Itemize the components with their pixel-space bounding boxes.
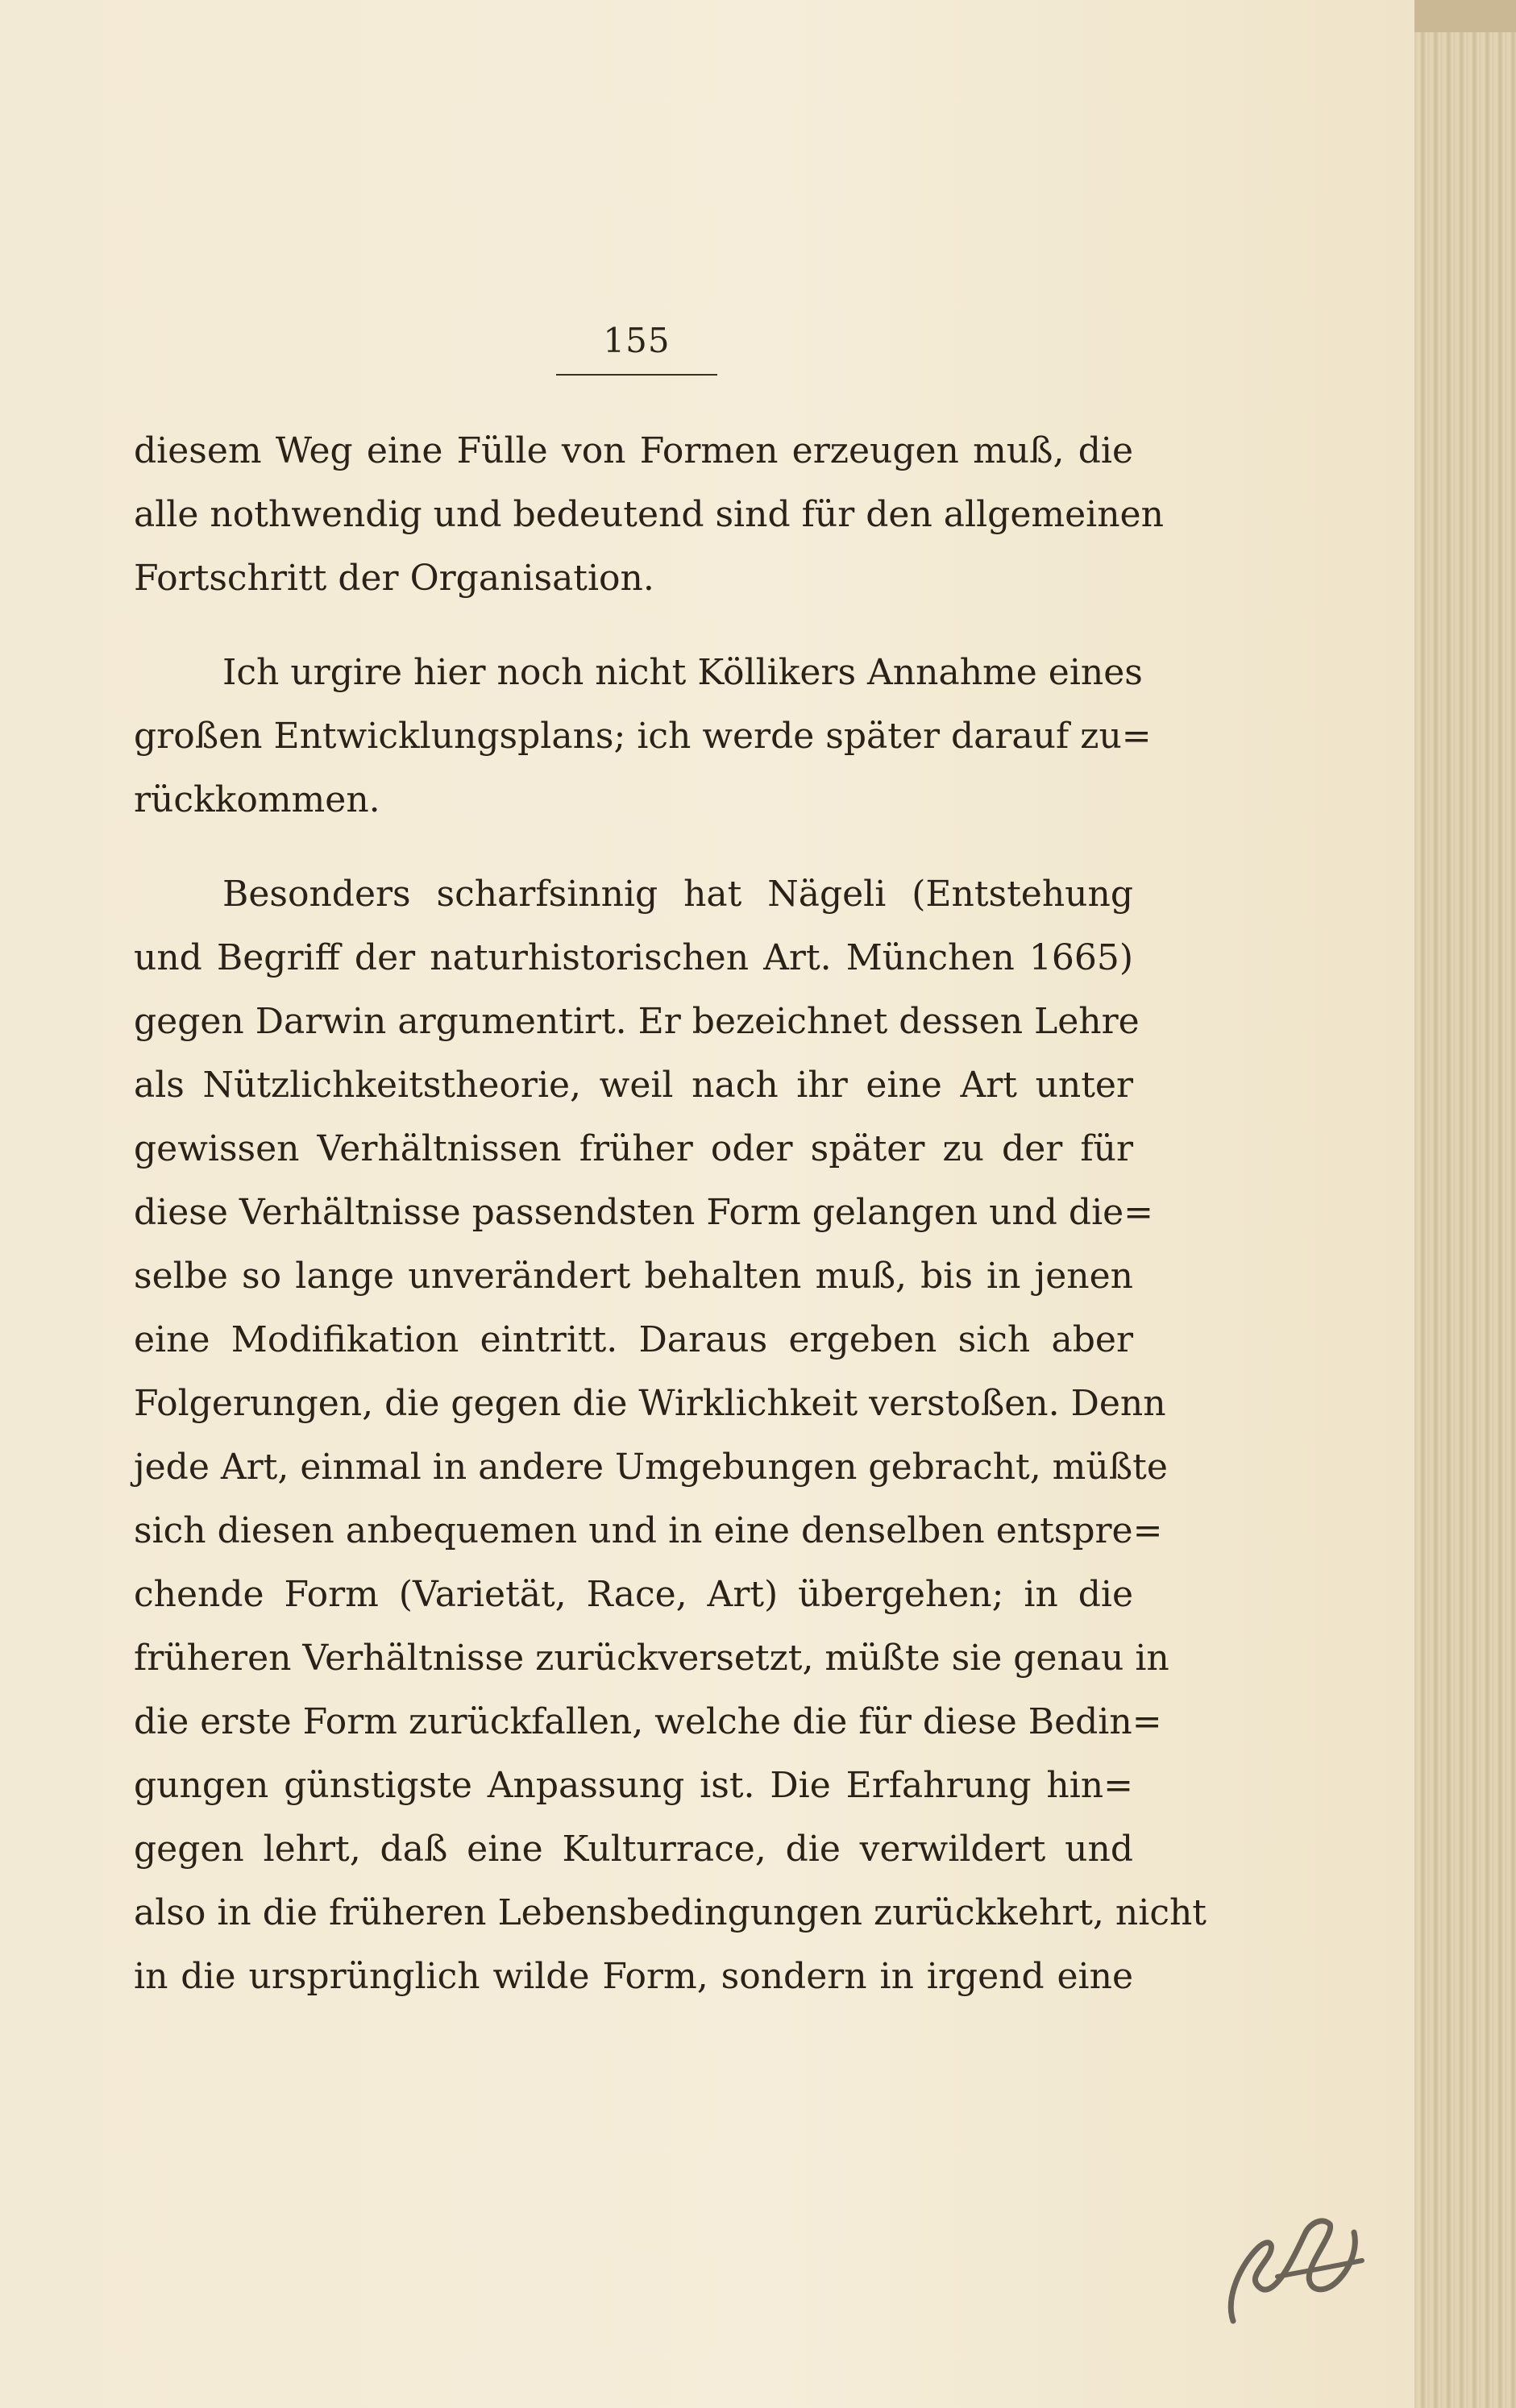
text-line: rückkommen. xyxy=(134,779,380,820)
text-line: gungen günstigste Anpassung ist. Die Erfahrung hin= xyxy=(134,1765,1133,1806)
text-line: gegen Darwin argumentirt. Er bezeichnet dessen Lehre xyxy=(134,1001,1140,1042)
body-text xyxy=(134,419,1207,2039)
text-line: die erste Form zurückfallen, welche die für diese Bedin= xyxy=(134,1701,1162,1742)
text-line: diese Verhältnisse passendsten Form gelangen und die= xyxy=(134,1192,1154,1233)
text-line: Ich urgire hier noch nicht Köllikers Annahme eines xyxy=(222,652,1143,693)
text-line: und Begriff der naturhistorischen Art. München 1665) xyxy=(134,937,1133,978)
paragraph-1 xyxy=(134,419,1164,610)
text-line: alle nothwendig und bedeutend sind für den allgemeinen xyxy=(134,494,1164,535)
page-number: 155 xyxy=(603,321,671,360)
text-line: als Nützlichkeitstheorie, weil nach ihr eine Art unter xyxy=(134,1065,1133,1106)
text-line: Fortschritt der Organisation. xyxy=(134,558,654,599)
text-line: in die ursprünglich wilde Form, sondern in irgend eine xyxy=(134,1956,1133,1997)
page-edges xyxy=(1414,32,1516,2408)
text-line: jede Art, einmal in andere Umgebungen gebracht, müßte xyxy=(134,1447,1168,1488)
text-line: sich diesen anbequemen und in eine denselben entspre= xyxy=(134,1510,1163,1551)
header-rule xyxy=(556,374,717,376)
paragraph-2 xyxy=(134,641,1152,832)
binding-shadow xyxy=(1414,0,1516,32)
text-line: also in die früheren Lebensbedingungen zurückkehrt, nicht xyxy=(134,1892,1207,1933)
paragraph-3 xyxy=(134,862,1207,2008)
text-line: früheren Verhältnisse zurückversetzt, müßte sie genau in xyxy=(134,1638,1169,1679)
text-line: selbe so lange unverändert behalten muß, bis in jenen xyxy=(134,1256,1133,1297)
text-line: diesem Weg eine Fülle von Formen erzeugen muß, die xyxy=(134,430,1133,471)
text-line: gewissen Verhältnissen früher oder später zu der für xyxy=(134,1128,1133,1169)
handwritten-pencil-mark xyxy=(1201,2200,1378,2337)
text-line: Besonders scharfsinnig hat Nägeli (Entstehung xyxy=(222,874,1133,915)
text-line: gegen lehrt, daß eine Kulturrace, die verwildert und xyxy=(134,1829,1133,1870)
text-line: Folgerungen, die gegen die Wirklichkeit verstoßen. Denn xyxy=(134,1383,1166,1424)
text-line: großen Entwicklungsplans; ich werde später darauf zu= xyxy=(134,716,1152,757)
text-line: chende Form (Varietät, Race, Art) übergehen; in die xyxy=(134,1574,1133,1615)
text-line: eine Modifikation eintritt. Daraus ergeben sich aber xyxy=(134,1319,1133,1360)
